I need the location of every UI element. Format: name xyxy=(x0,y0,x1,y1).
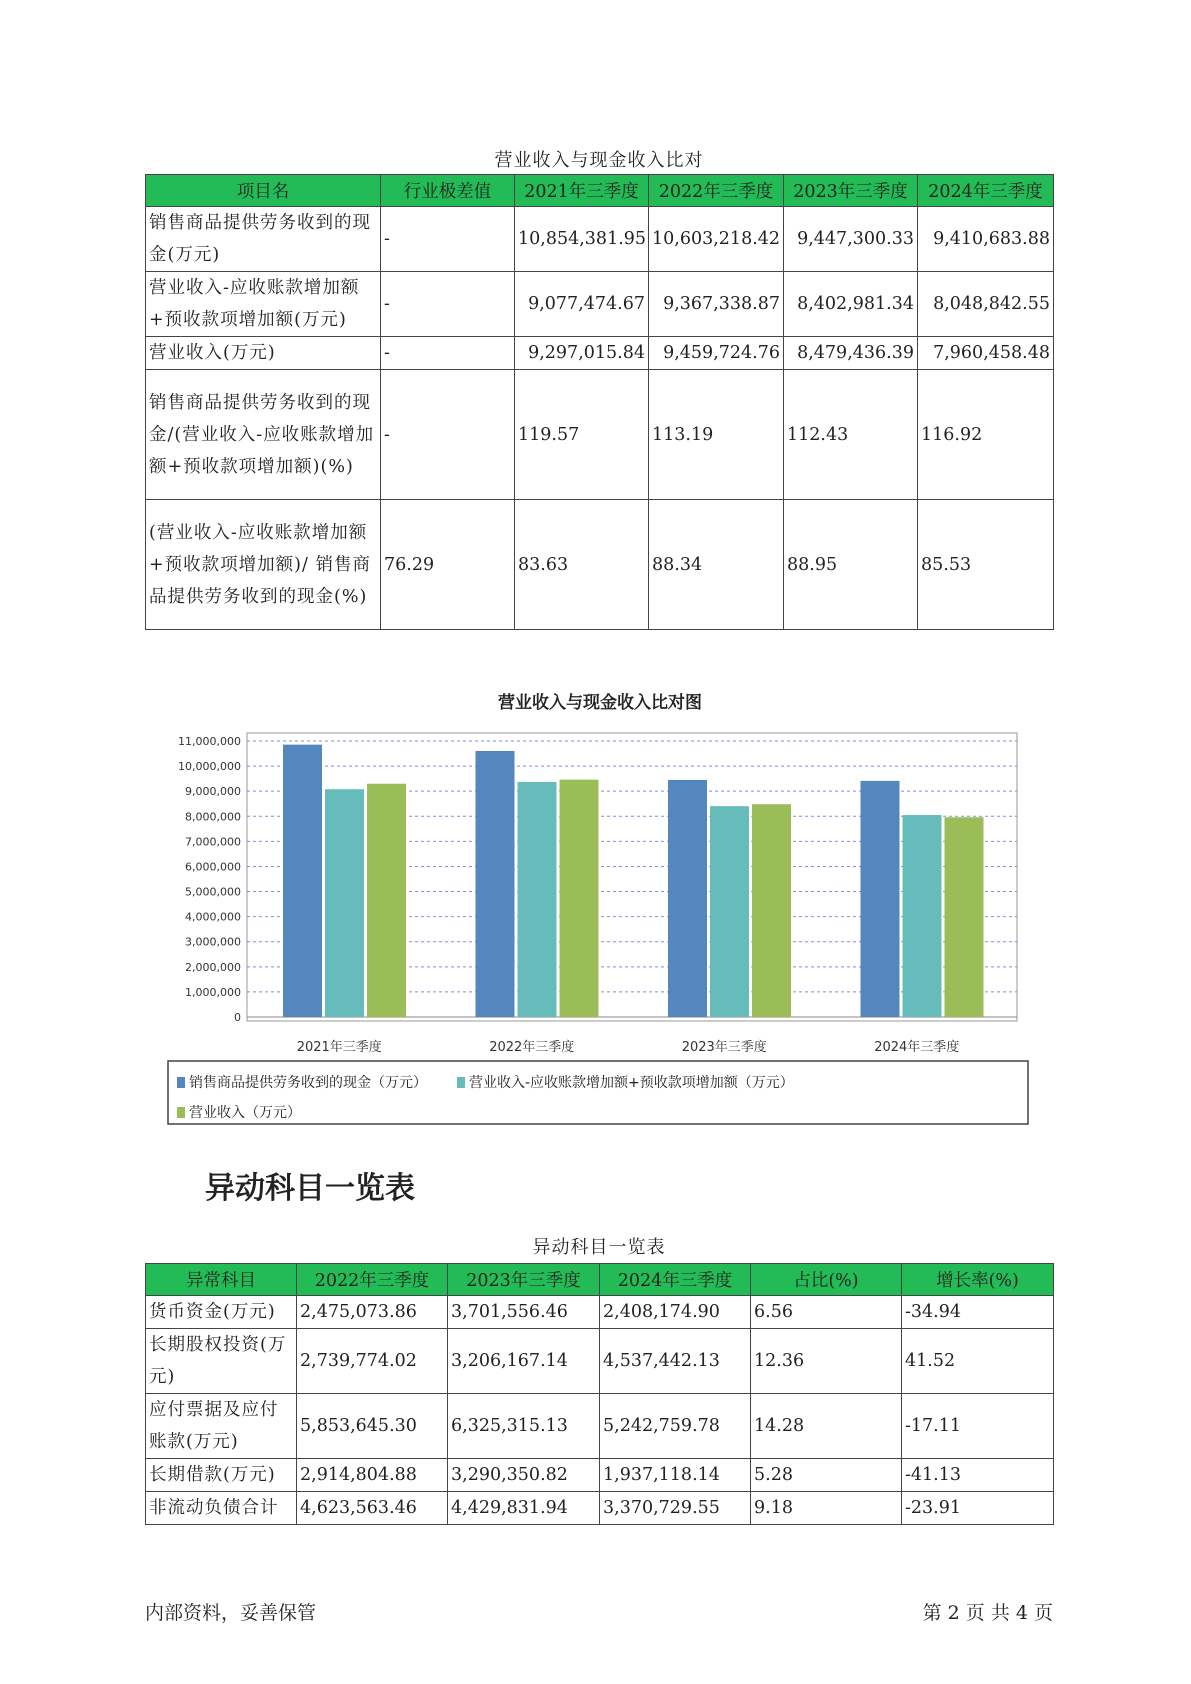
bar xyxy=(325,789,364,1017)
value-cell: 3,370,729.55 xyxy=(600,1492,751,1525)
value-cell: 3,206,167.14 xyxy=(448,1329,600,1394)
table1-header: 项目名 xyxy=(146,175,381,207)
value-cell: 9.18 xyxy=(751,1492,902,1525)
value-cell: 1,937,118.14 xyxy=(600,1459,751,1492)
legend-swatch xyxy=(457,1077,465,1088)
value-cell: -17.11 xyxy=(902,1394,1054,1459)
value-cell: 9,297,015.84 xyxy=(515,337,649,370)
bar xyxy=(945,817,984,1017)
value-cell: 116.92 xyxy=(918,370,1054,500)
table1-header: 2022年三季度 xyxy=(649,175,784,207)
revenue-cash-table xyxy=(145,174,1054,630)
value-cell: 5,242,759.78 xyxy=(600,1394,751,1459)
bar xyxy=(861,781,900,1017)
table-row xyxy=(146,337,1054,370)
value-cell: 112.43 xyxy=(784,370,918,500)
y-tick-label: 8,000,000 xyxy=(185,810,241,824)
x-tick-label: 2023年三季度 xyxy=(681,1040,767,1055)
legend-label: 营业收入（万元） xyxy=(189,1105,301,1121)
bar xyxy=(752,804,791,1017)
table2-header: 增长率(%) xyxy=(902,1264,1054,1296)
row-label: 营业收入(万元) xyxy=(146,337,381,370)
table1-header: 2023年三季度 xyxy=(784,175,918,207)
bar xyxy=(476,751,515,1017)
value-cell: 9,410,683.88 xyxy=(918,207,1054,272)
table-row xyxy=(146,207,1054,272)
value-cell: 6,325,315.13 xyxy=(448,1394,600,1459)
y-tick-label: 0 xyxy=(234,1011,241,1024)
value-cell: 2,914,804.88 xyxy=(297,1459,448,1492)
row-label: 应付票据及应付账款(万元) xyxy=(146,1394,297,1459)
value-cell: 2,408,174.90 xyxy=(600,1296,751,1329)
y-tick-label: 11,000,000 xyxy=(178,735,241,748)
value-cell: -34.94 xyxy=(902,1296,1054,1329)
table-row xyxy=(146,370,1054,500)
value-cell: 5,853,645.30 xyxy=(297,1394,448,1459)
table-row xyxy=(146,272,1054,337)
value-cell: 2,739,774.02 xyxy=(297,1329,448,1394)
x-axis-ticks xyxy=(297,1039,960,1055)
footer-confidential: 内部资料，妥善保管 xyxy=(145,1602,317,1624)
range-cell: 76.29 xyxy=(381,500,515,630)
bar xyxy=(710,806,749,1017)
table1-header-row xyxy=(146,175,1054,207)
bar xyxy=(283,745,322,1017)
value-cell: 10,603,218.42 xyxy=(649,207,784,272)
value-cell: 10,854,381.95 xyxy=(515,207,649,272)
bar xyxy=(518,782,557,1017)
value-cell: 8,402,981.34 xyxy=(784,272,918,337)
value-cell: 9,459,724.76 xyxy=(649,337,784,370)
value-cell: 113.19 xyxy=(649,370,784,500)
row-label: (营业收入-应收账款增加额+预收款项增加额)/ 销售商品提供劳务收到的现金(%) xyxy=(146,500,381,630)
chart-title: 营业收入与现金收入比对图 xyxy=(498,693,702,713)
y-tick-label: 10,000,000 xyxy=(178,760,241,774)
y-tick-label: 4,000,000 xyxy=(185,910,241,924)
value-cell: -41.13 xyxy=(902,1459,1054,1492)
y-tick-label: 5,000,000 xyxy=(185,885,241,899)
value-cell: 9,367,338.87 xyxy=(649,272,784,337)
table2-header: 2022年三季度 xyxy=(297,1264,448,1296)
section-title: 异动科目一览表 xyxy=(205,1171,415,1206)
value-cell: 14.28 xyxy=(751,1394,902,1459)
table2-header-row xyxy=(146,1264,1054,1296)
value-cell: 5.28 xyxy=(751,1459,902,1492)
value-cell: 88.95 xyxy=(784,500,918,630)
table-row xyxy=(146,1459,1054,1492)
table-row xyxy=(146,1296,1054,1329)
value-cell: 4,429,831.94 xyxy=(448,1492,600,1525)
y-tick-label: 7,000,000 xyxy=(185,835,241,849)
value-cell: 12.36 xyxy=(751,1329,902,1394)
value-cell: -23.91 xyxy=(902,1492,1054,1525)
y-tick-label: 3,000,000 xyxy=(185,935,241,949)
table1-caption: 营业收入与现金收入比对 xyxy=(494,150,704,171)
table-row xyxy=(146,1329,1054,1394)
value-cell: 6.56 xyxy=(751,1296,902,1329)
bar xyxy=(903,815,942,1017)
value-cell: 9,077,474.67 xyxy=(515,272,649,337)
value-cell: 2,475,073.86 xyxy=(297,1296,448,1329)
legend-swatch xyxy=(177,1107,185,1118)
range-cell: - xyxy=(381,370,515,500)
row-label: 长期借款(万元) xyxy=(146,1459,297,1492)
row-label: 货币资金(万元) xyxy=(146,1296,297,1329)
range-cell: - xyxy=(381,272,515,337)
value-cell: 83.63 xyxy=(515,500,649,630)
table-row xyxy=(146,500,1054,630)
bar xyxy=(560,780,599,1017)
table2-header: 2024年三季度 xyxy=(600,1264,751,1296)
value-cell: 3,701,556.46 xyxy=(448,1296,600,1329)
legend-label: 营业收入-应收账款增加额+预收款项增加额（万元） xyxy=(469,1075,794,1091)
row-label: 营业收入-应收账款增加额+预收款项增加额(万元) xyxy=(146,272,381,337)
y-tick-label: 2,000,000 xyxy=(185,960,241,974)
value-cell: 41.52 xyxy=(902,1329,1054,1394)
footer-page-number: 第 2 页 共 4 页 xyxy=(922,1602,1053,1624)
value-cell: 8,479,436.39 xyxy=(784,337,918,370)
legend-swatch xyxy=(177,1077,185,1088)
table2-header: 2023年三季度 xyxy=(448,1264,600,1296)
value-cell: 9,447,300.33 xyxy=(784,207,918,272)
x-tick-label: 2022年三季度 xyxy=(489,1040,575,1055)
value-cell: 85.53 xyxy=(918,500,1054,630)
range-cell: - xyxy=(381,207,515,272)
table-row xyxy=(146,1492,1054,1525)
value-cell: 8,048,842.55 xyxy=(918,272,1054,337)
anomaly-items-table xyxy=(145,1263,1054,1525)
value-cell: 7,960,458.48 xyxy=(918,337,1054,370)
y-tick-label: 9,000,000 xyxy=(185,785,241,799)
row-label: 销售商品提供劳务收到的现金/(营业收入-应收账款增加额+预收款项增加额)(%) xyxy=(146,370,381,500)
table1-header: 2021年三季度 xyxy=(515,175,649,207)
table2-caption: 异动科目一览表 xyxy=(532,1237,666,1258)
table2-header: 占比(%) xyxy=(751,1264,902,1296)
row-label: 长期股权投资(万元) xyxy=(146,1329,297,1394)
x-tick-label: 2024年三季度 xyxy=(874,1040,960,1055)
table1-header: 行业极差值 xyxy=(381,175,515,207)
row-label: 非流动负债合计 xyxy=(146,1492,297,1525)
table1-header: 2024年三季度 xyxy=(918,175,1054,207)
value-cell: 88.34 xyxy=(649,500,784,630)
y-tick-label: 6,000,000 xyxy=(185,860,241,874)
table-row xyxy=(146,1394,1054,1459)
value-cell: 119.57 xyxy=(515,370,649,500)
row-label: 销售商品提供劳务收到的现金(万元) xyxy=(146,207,381,272)
x-tick-label: 2021年三季度 xyxy=(296,1040,382,1055)
value-cell: 4,537,442.13 xyxy=(600,1329,751,1394)
value-cell: 3,290,350.82 xyxy=(448,1459,600,1492)
legend-label: 销售商品提供劳务收到的现金（万元） xyxy=(189,1075,427,1091)
bar xyxy=(668,780,707,1017)
value-cell: 4,623,563.46 xyxy=(297,1492,448,1525)
range-cell: - xyxy=(381,337,515,370)
y-axis-ticks xyxy=(178,735,241,1024)
revenue-cash-bar-chart xyxy=(155,683,1035,1133)
bar xyxy=(367,784,406,1017)
table2-header: 异常科目 xyxy=(146,1264,297,1296)
y-tick-label: 1,000,000 xyxy=(185,985,241,999)
